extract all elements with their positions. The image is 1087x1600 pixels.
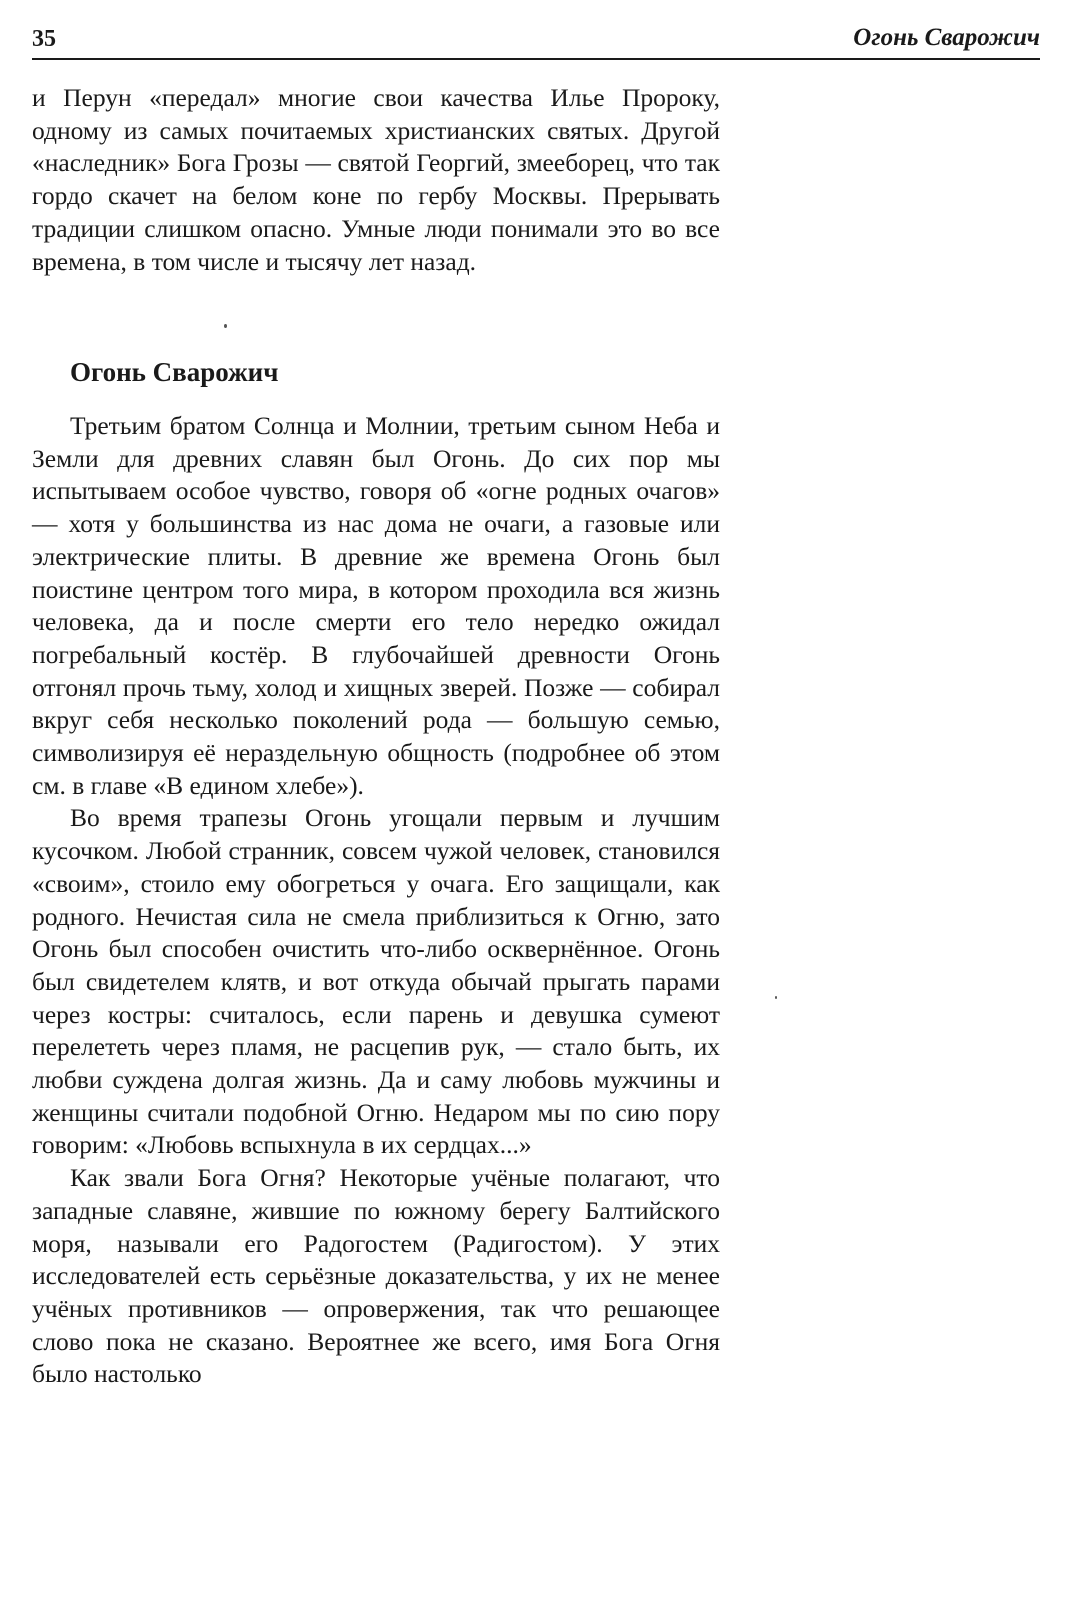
intro-text-block: [32, 82, 720, 278]
running-header: [32, 22, 1040, 60]
paragraph-1: Третьим братом Солнца и Молнии, третьим сыном Неба и Земли для древних славян был Огонь. До сих пор мы испытываем особое чувство, говоря об «огне родных очагов» — хотя у большинства из нас дома не очаги, а газовые или электрические плиты. В древние же времена Огонь был поистине центром того мира, в котором проходила вся жизнь человека, да и после смерти его тело нередко ожидал погребальный костёр. В глубочайшей древности Огонь отгонял прочь тьму, холод и хищных зверей. Позже — собирал вкруг себя несколько поколений рода — большую семью, символизируя её нераздельную общность (подробнее об этом см. в главе «В едином хлебе»).: [32, 411, 720, 800]
scan-speck: [224, 324, 227, 328]
page-number: 35: [32, 26, 56, 52]
section-heading: Огонь Сварожич: [70, 357, 279, 387]
running-title: Огонь Сварожич: [853, 24, 1040, 51]
paragraph-2: Во время трапезы Огонь угощали первым и лучшим кусочком. Любой странник, совсем чужой человек, становился «своим», стоило ему обогреться у очага. Его защищали, как родного. Нечистая сила не смела приблизиться к Огню, зато Огонь был способен очистить что-либо осквернённое. Огонь был свидетелем клятв, и вот откуда обычай прыгать парами через костры: считалось, если парень и девушка сумеют перелететь через пламя, не расцепив рук, — стало быть, их любви суждена долгая жизнь. Да и саму любовь мужчины и женщины считали подобной Огню. Недаром мы по сию пору говорим: «Любовь вспыхнула в их сердцах...»: [32, 803, 720, 1160]
scan-speck: [775, 996, 777, 999]
section-text-block: [32, 410, 720, 1391]
intro-paragraph: и Перун «передал» многие свои качества Илье Пророку, одному из самых почитаемых христианских святых. Другой «наследник» Бога Грозы — святой Георгий, змееборец, что так гордо скачет на белом коне по гербу Москвы. Прерывать традиции слишком опасно. Умные люди понимали это во все времена, в том числе и тысячу лет назад.: [32, 83, 720, 276]
paragraph-3: Как звали Бога Огня? Некоторые учёные полагают, что западные славяне, жившие по южному берегу Балтийского моря, называли его Радогостем (Радигостом). У этих исследователей есть серьёзные доказательства, у их не менее учёных противников — опровержения, так что решающее слово пока не сказано. Вероятнее же всего, имя Бога Огня было настолько: [32, 1163, 720, 1389]
